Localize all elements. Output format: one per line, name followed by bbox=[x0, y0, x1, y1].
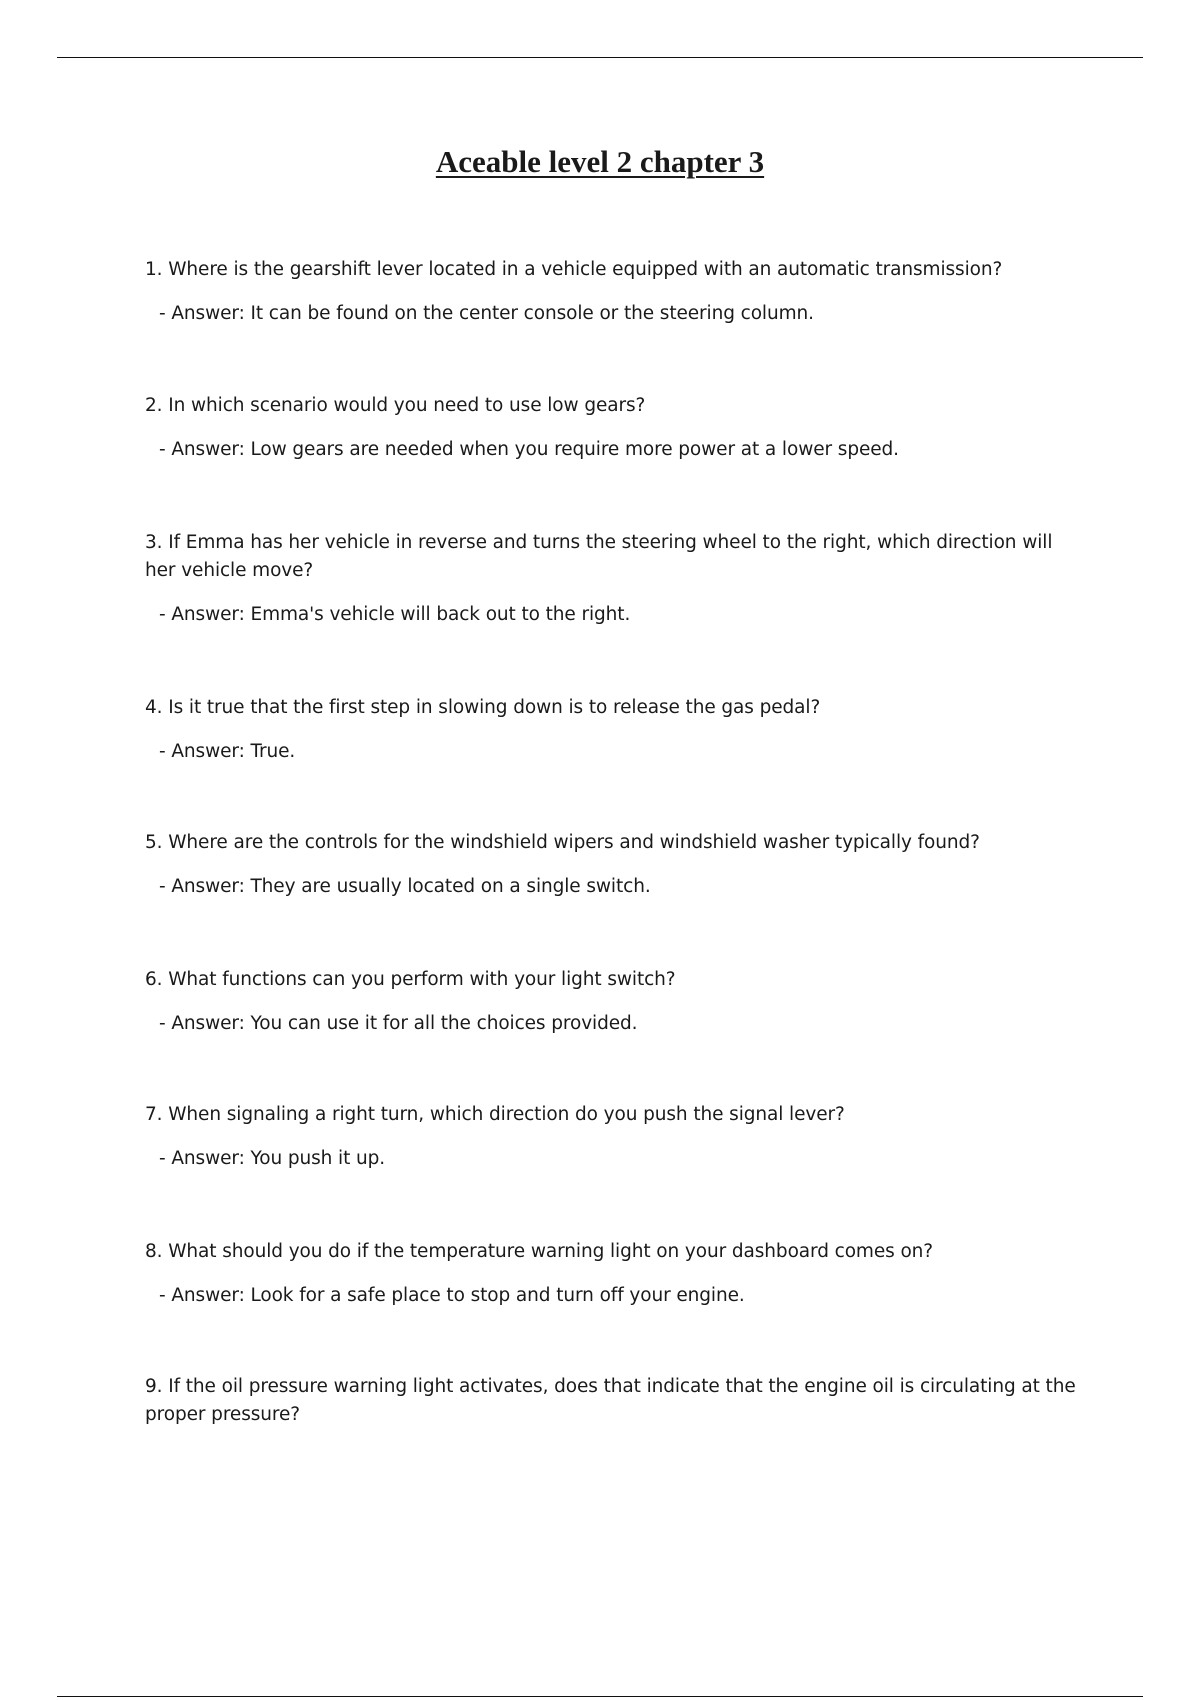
qa-item-4 bbox=[145, 694, 1085, 766]
question-8: 8. What should you do if the temperature warning light on your dashboard comes on? bbox=[145, 1241, 934, 1262]
qa-item-3 bbox=[145, 529, 1085, 629]
top-rule bbox=[57, 57, 1143, 58]
question-5: 5. Where are the controls for the windshield wipers and windshield washer typically found? bbox=[145, 832, 980, 853]
answer-1: - Answer: It can be found on the center console or the steering column. bbox=[159, 303, 814, 324]
question-2: 2. In which scenario would you need to use low gears? bbox=[145, 395, 646, 416]
answer-3: - Answer: Emma's vehicle will back out to the right. bbox=[159, 604, 631, 625]
question-9: 9. If the oil pressure warning light activates, does that indicate that the engine oil is circulating at the proper pressure? bbox=[145, 1376, 1076, 1425]
qa-item-9 bbox=[145, 1373, 1085, 1429]
qa-item-2 bbox=[145, 392, 1085, 464]
answer-8: - Answer: Look for a safe place to stop and turn off your engine. bbox=[159, 1285, 745, 1306]
qa-item-5 bbox=[145, 829, 1085, 901]
question-1: 1. Where is the gearshift lever located in a vehicle equipped with an automatic transmission? bbox=[145, 259, 1003, 280]
page-title-text: Aceable level 2 chapter 3 bbox=[435, 144, 765, 179]
question-7: 7. When signaling a right turn, which direction do you push the signal lever? bbox=[145, 1104, 845, 1125]
bottom-rule bbox=[57, 1696, 1143, 1697]
answer-6: - Answer: You can use it for all the choices provided. bbox=[159, 1013, 638, 1034]
qa-item-7 bbox=[145, 1101, 1085, 1173]
question-4: 4. Is it true that the first step in slowing down is to release the gas pedal? bbox=[145, 697, 821, 718]
qa-item-6 bbox=[145, 966, 1085, 1038]
question-6: 6. What functions can you perform with your light switch? bbox=[145, 969, 676, 990]
qa-item-1 bbox=[145, 256, 1085, 328]
answer-2: - Answer: Low gears are needed when you require more power at a lower speed. bbox=[159, 439, 899, 460]
qa-item-8 bbox=[145, 1238, 1085, 1310]
answer-7: - Answer: You push it up. bbox=[159, 1148, 386, 1169]
answer-4: - Answer: True. bbox=[159, 741, 296, 762]
page-title bbox=[0, 142, 1200, 182]
answer-5: - Answer: They are usually located on a single switch. bbox=[159, 876, 651, 897]
question-3: 3. If Emma has her vehicle in reverse and turns the steering wheel to the right, which direction will her vehicle move? bbox=[145, 532, 1053, 581]
